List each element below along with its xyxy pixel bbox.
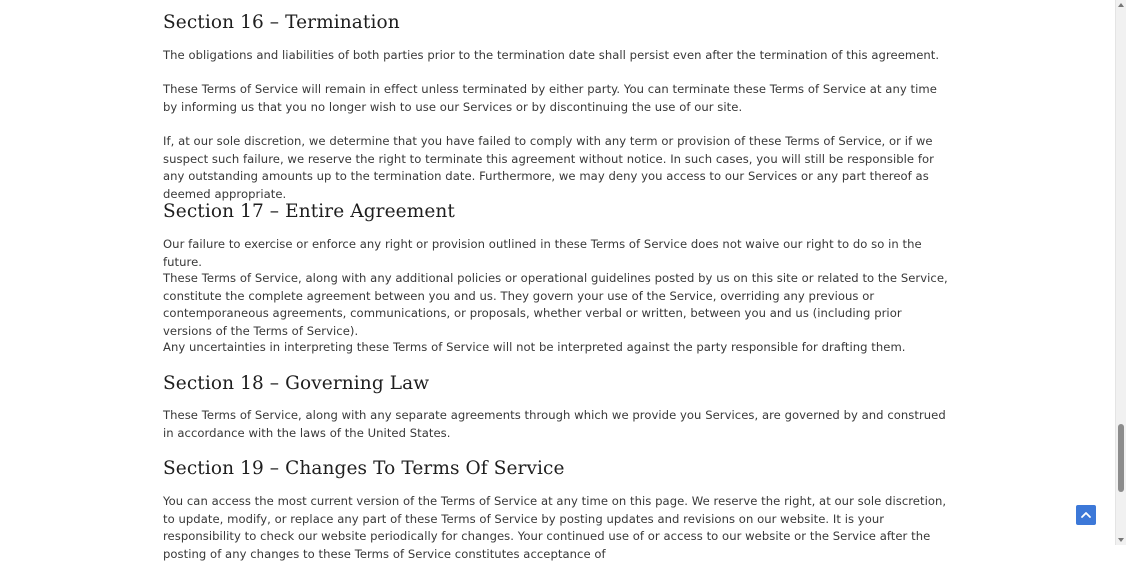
scroll-down-arrow-icon[interactable] (1118, 538, 1124, 542)
section-16-heading: Section 16 – Termination (163, 12, 400, 33)
back-to-top-button[interactable] (1076, 505, 1096, 525)
section-16-paragraph-3: If, at our sole discretion, we determine that you have failed to comply with any term or provision of these Terms of Service, or if we suspect such failure, we reserve the right to terminate this agreement without notice. In such cases, you will still be responsible for any outstanding amounts up to the termination date. Furthermore, we may deny you access to our Services or any part thereof as deemed appropriate. (163, 134, 934, 201)
section-19-paragraph-1: You can access the most current version of the Terms of Service at any time on this page. We reserve the right, at our sole discretion, to update, modify, or replace any part of these Terms of Service by posting updates and revisions on our website. It is your responsibility to check our website periodically for changes. Your continued use of or access to our website or the Service after the posting of any changes to these Terms of Service constitutes acceptance of (163, 494, 947, 561)
scroll-up-arrow-icon[interactable] (1118, 3, 1124, 7)
section-17-heading: Section 17 – Entire Agreement (163, 201, 455, 222)
section-16-paragraph-2: These Terms of Service will remain in effect unless terminated by either party. You can terminate these Terms of Service at any time by informing us that you no longer wish to use our Services or by discontinuing the use of our site. (163, 82, 937, 114)
page-scrollbar[interactable] (1115, 0, 1126, 545)
section-17-paragraph-1: Our failure to exercise or enforce any right or provision outlined in these Terms of Service does not waive our right to do so in the future. (163, 237, 922, 269)
scrollbar-thumb[interactable] (1118, 424, 1124, 492)
section-17-paragraph-2: These Terms of Service, along with any additional policies or operational guidelines posted by us on this site or related to the Service, constitute the complete agreement between you and us. They govern your use of the Service, overriding any previous or contemporaneous agreements, communications, or proposals, whether verbal or written, between you and us (including prior versions of the Terms of Service). (163, 271, 948, 338)
section-16-paragraph-1: The obligations and liabilities of both parties prior to the termination date shall persist even after the termination of this agreement. (163, 48, 940, 62)
section-17-paragraph-3: Any uncertainties in interpreting these Terms of Service will not be interpreted against the party responsible for drafting them. (163, 340, 906, 354)
section-18-heading: Section 18 – Governing Law (163, 373, 430, 394)
chevron-up-icon (1076, 505, 1096, 525)
section-19-heading: Section 19 – Changes To Terms Of Service (163, 458, 565, 479)
section-18-paragraph-1: These Terms of Service, along with any separate agreements through which we provide you Services, are governed by and construed in accordance with the laws of the United States. (163, 408, 946, 440)
